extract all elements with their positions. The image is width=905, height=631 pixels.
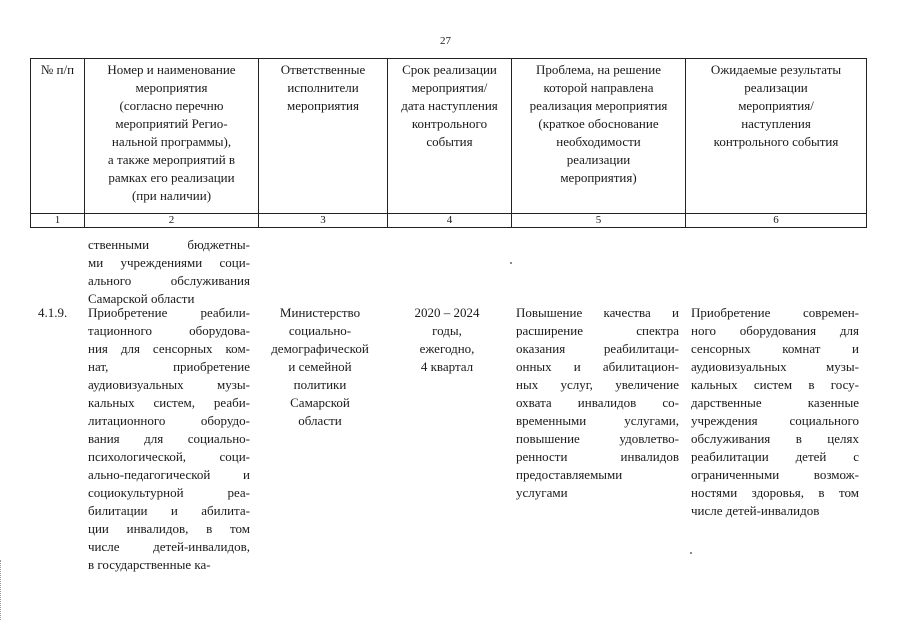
text-line: расширение спектра [516, 323, 679, 338]
text-line: Приобретение современ- [691, 305, 859, 320]
text-line: ностями здоровья, в том [691, 485, 859, 500]
text-line: литационного оборудо- [88, 413, 250, 428]
text-line: обслуживания в целях [691, 431, 859, 446]
text-line: аудиовизуальных музы- [691, 359, 859, 374]
row-results [691, 304, 859, 520]
scan-speck [690, 552, 692, 554]
text-line: ограниченными возмож- [691, 467, 859, 482]
header-line: мероприятия) [560, 170, 637, 185]
text-line: психологической, соци- [88, 449, 250, 464]
header-col-results [686, 59, 867, 214]
header-line: контрольного события [713, 134, 839, 149]
text-line: ния для сенсорных ком- [88, 341, 250, 356]
header-line: Ожидаемые результаты [710, 62, 842, 77]
text-line: в государственные ка- [88, 557, 211, 572]
text-line: социокультурной реа- [88, 485, 250, 500]
header-line: мероприятия [286, 98, 359, 113]
header-line: мероприятия/ [738, 98, 814, 113]
header-line: (согласно перечню [119, 98, 224, 113]
header-line: а также мероприятий в [107, 152, 236, 167]
header-line: реализации [566, 152, 631, 167]
header-line: Ответственные [280, 62, 366, 77]
text-line: Повышение качества и [516, 305, 679, 320]
text-line: охвата инвалидов со- [516, 395, 679, 410]
header-col-term [388, 59, 512, 214]
header-col-problem [512, 59, 686, 214]
header-line: исполнители [287, 80, 359, 95]
text-line: тационного оборудова- [88, 323, 250, 338]
text-line: временными услугами, [516, 413, 679, 428]
column-number: 3 [259, 214, 388, 228]
text-line: и семейной [288, 359, 352, 374]
header-col-name [85, 59, 259, 214]
text-line: ренности инвалидов [516, 449, 679, 464]
text-line: онных и абилитацион- [516, 359, 679, 374]
header-line: Срок реализации [402, 62, 497, 77]
page-number: 27 [440, 35, 451, 47]
header-line: необходимости [556, 134, 641, 149]
header-line: мероприятия/ [411, 80, 488, 95]
header-line: (краткое обоснование [538, 116, 659, 131]
text-line: числе детей-инвалидов [691, 503, 820, 518]
header-line: нальной программы), [111, 134, 232, 149]
text-line: учреждения социального [691, 413, 859, 428]
row-number: 4.1.9. [38, 305, 68, 320]
column-number: 6 [686, 214, 867, 228]
row-term [392, 304, 502, 376]
row-responsible [258, 304, 382, 430]
text-line: кальных систем, реаби- [88, 395, 250, 410]
text-line: ных услуг, увеличение [516, 377, 679, 392]
header-line: реализация мероприятия [529, 98, 668, 113]
text-line: ежегодно, [419, 341, 475, 356]
text-line: Министерство [279, 305, 361, 320]
text-line: аудиовизуальных музы- [88, 377, 250, 392]
text-line: предоставляемыми [516, 467, 623, 482]
row-name [88, 304, 250, 574]
text-line: числе детей-инвалидов, [88, 539, 250, 554]
text-line: реабилитации детей с [691, 449, 859, 464]
column-number: 5 [512, 214, 686, 228]
header-line: мероприятий Регио- [115, 116, 228, 131]
text-line: демографической [271, 341, 369, 356]
header-line: Проблема, на решение [535, 62, 662, 77]
header-line: которой направлена [543, 80, 654, 95]
header-col-responsible [259, 59, 388, 214]
column-number: 1 [31, 214, 85, 228]
column-headers-row [31, 59, 867, 214]
text-line: политики [293, 377, 347, 392]
header-line: наступления [741, 116, 811, 131]
row-problem [516, 304, 679, 502]
header-line: Номер и наименование [107, 62, 236, 77]
text-line: социально- [288, 323, 352, 338]
scan-edge-marks [0, 560, 7, 620]
text-line: нат, приобретение [88, 359, 250, 374]
text-line: билитации и абилита- [88, 503, 250, 518]
column-number: 4 [388, 214, 512, 228]
text-line: Самарской области [88, 291, 195, 306]
text-line: Приобретение реабили- [88, 305, 250, 320]
scan-speck [510, 262, 512, 264]
text-line: кальных систем в госу- [691, 377, 859, 392]
header-line: события [426, 134, 473, 149]
text-line: годы, [432, 323, 462, 338]
text-line: сенсорных комнат и [691, 341, 859, 356]
column-numbers-row [31, 214, 867, 228]
text-line: ального обслуживания [88, 273, 250, 288]
header-col-number [31, 59, 85, 214]
continuation-text [88, 236, 250, 308]
text-line: области [298, 413, 342, 428]
text-line: Самарской [290, 395, 350, 410]
table-header [30, 58, 867, 228]
header-line: № п/п [40, 62, 75, 77]
text-line: ально-педагогической и [88, 467, 250, 482]
header-line: мероприятия [135, 80, 208, 95]
header-line: контрольного [411, 116, 488, 131]
text-line: ми учреждениями соци- [88, 255, 250, 270]
text-line: услугами [516, 485, 568, 500]
text-line: 4 квартал [420, 359, 474, 374]
column-number: 2 [85, 214, 259, 228]
header-line: (при наличии) [131, 188, 212, 203]
header-line: дата наступления [401, 98, 498, 113]
header-line: рамках его реализации [108, 170, 235, 185]
text-line: дарственные казенные [691, 395, 859, 410]
header-line: реализации [744, 80, 808, 95]
text-line: ного оборудования для [691, 323, 859, 338]
text-line: 2020 – 2024 [414, 305, 480, 320]
text-line: повышение удовлетво- [516, 431, 679, 446]
text-line: ственными бюджетны- [88, 237, 250, 252]
text-line: ции инвалидов, в том [88, 521, 250, 536]
text-line: оказания реабилитаци- [516, 341, 679, 356]
text-line: вания для социально- [88, 431, 250, 446]
